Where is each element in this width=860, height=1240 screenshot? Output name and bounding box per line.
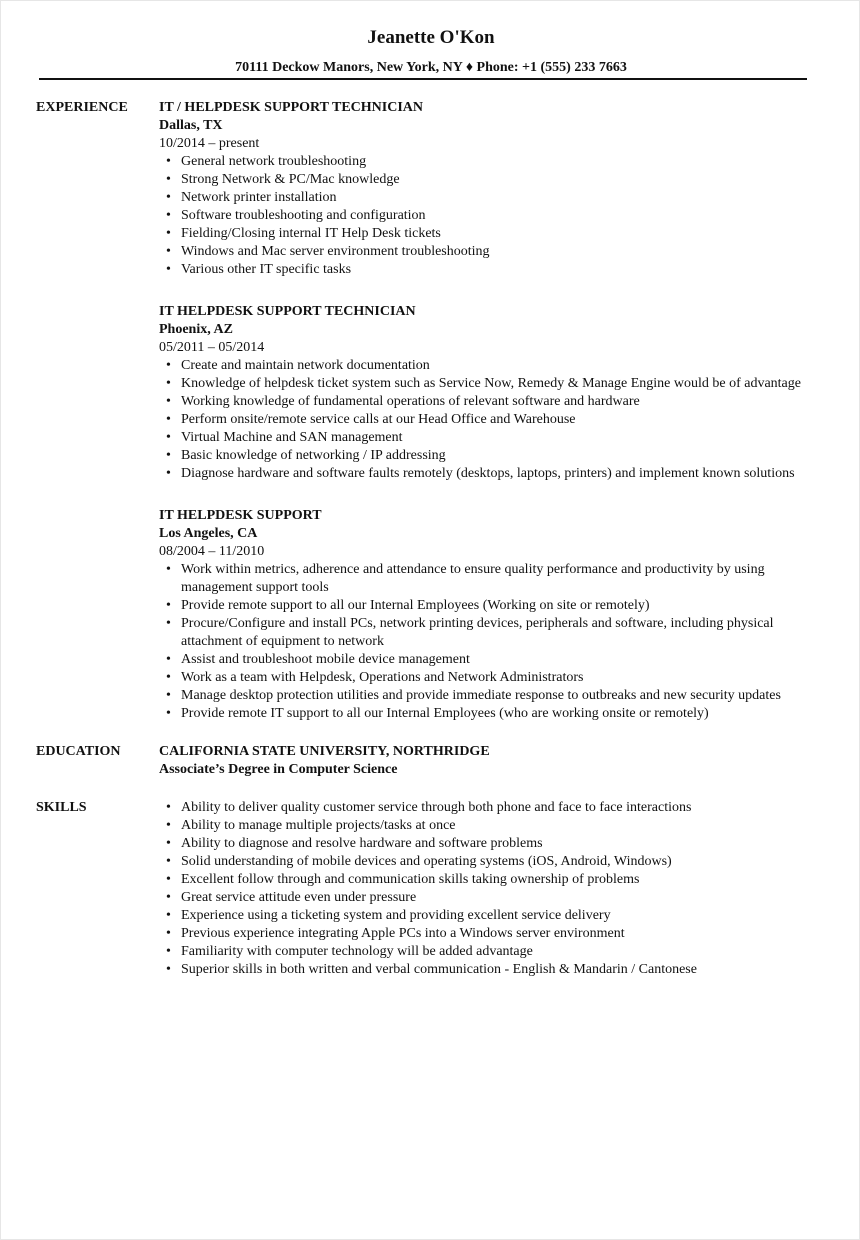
- section-label: SKILLS: [36, 800, 87, 815]
- list-item: • General network troubleshooting: [181, 153, 816, 171]
- skill-item: • Previous experience integrating Apple PCs into a Windows server environment: [181, 925, 816, 943]
- job-entry: [159, 507, 816, 723]
- job-location: Phoenix, AZ: [159, 322, 233, 337]
- list-item: • Virtual Machine and SAN management: [181, 429, 816, 447]
- skill-item: • Solid understanding of mobile devices and operating systems (iOS, Android, Windows): [181, 853, 816, 871]
- job-title: IT / HELPDESK SUPPORT TECHNICIAN: [159, 100, 424, 115]
- job-dates: 08/2004 – 11/2010: [159, 544, 265, 559]
- skills-section: [36, 799, 816, 979]
- job-title: IT HELPDESK SUPPORT TECHNICIAN: [159, 304, 416, 319]
- list-item: • Working knowledge of fundamental operations of relevant software and hardware: [181, 393, 816, 411]
- job-bullets: [159, 357, 816, 483]
- section-label: EXPERIENCE: [36, 100, 128, 115]
- list-item: • Perform onsite/remote service calls at our Head Office and Warehouse: [181, 411, 816, 429]
- list-item: • Manage desktop protection utilities and provide immediate response to outbreaks and new security updates: [181, 687, 816, 705]
- list-item: • Work within metrics, adherence and attendance to ensure quality performance and productivity by using management support tools: [181, 561, 816, 597]
- list-item: • Fielding/Closing internal IT Help Desk tickets: [181, 225, 816, 243]
- skill-item: • Ability to deliver quality customer service through both phone and face to face interactions: [181, 799, 816, 817]
- job-dates: 10/2014 – present: [159, 136, 260, 151]
- school-name: CALIFORNIA STATE UNIVERSITY, NORTHRIDGE: [159, 744, 490, 759]
- skill-item: • Ability to diagnose and resolve hardware and software problems: [181, 835, 816, 853]
- list-item: • Network printer installation: [181, 189, 816, 207]
- skill-item: • Great service attitude even under pressure: [181, 889, 816, 907]
- list-item: • Basic knowledge of networking / IP addressing: [181, 447, 816, 465]
- list-item: • Assist and troubleshoot mobile device management: [181, 651, 816, 669]
- resume-content: [36, 99, 816, 999]
- list-item: • Diagnose hardware and software faults remotely (desktops, laptops, printers) and implement known solutions: [181, 465, 816, 483]
- section-label: EDUCATION: [36, 744, 121, 759]
- list-item: • Various other IT specific tasks: [181, 261, 816, 279]
- skill-item: • Ability to manage multiple projects/tasks at once: [181, 817, 816, 835]
- list-item: • Procure/Configure and install PCs, network printing devices, peripherals and software, including physical attachment of equipment to network: [181, 615, 816, 651]
- job-title: IT HELPDESK SUPPORT: [159, 508, 322, 523]
- skill-item: • Superior skills in both written and verbal communication - English & Mandarin / Cantonese: [181, 961, 816, 979]
- skill-item: • Excellent follow through and communication skills taking ownership of problems: [181, 871, 816, 889]
- list-item: • Create and maintain network documentation: [181, 357, 816, 375]
- skill-item: • Experience using a ticketing system and providing excellent service delivery: [181, 907, 816, 925]
- skill-item: • Familiarity with computer technology will be added advantage: [181, 943, 816, 961]
- list-item: • Software troubleshooting and configuration: [181, 207, 816, 225]
- degree: Associate’s Degree in Computer Science: [159, 762, 398, 777]
- list-item: • Provide remote IT support to all our Internal Employees (who are working onsite or remotely): [181, 705, 816, 723]
- list-item: • Work as a team with Helpdesk, Operations and Network Administrators: [181, 669, 816, 687]
- list-item: • Strong Network & PC/Mac knowledge: [181, 171, 816, 189]
- header-divider: [39, 78, 807, 80]
- education-section: [36, 743, 816, 779]
- list-item: • Provide remote support to all our Internal Employees (Working on site or remotely): [181, 597, 816, 615]
- skills-list: [159, 799, 816, 979]
- list-item: • Windows and Mac server environment troubleshooting: [181, 243, 816, 261]
- job-location: Los Angeles, CA: [159, 526, 258, 541]
- job-dates: 05/2011 – 05/2014: [159, 340, 265, 355]
- experience-section: [36, 99, 816, 723]
- job-location: Dallas, TX: [159, 118, 223, 133]
- list-item: • Knowledge of helpdesk ticket system such as Service Now, Remedy & Manage Engine would be of advantage: [181, 375, 816, 393]
- job-entry: [159, 303, 816, 483]
- job-bullets: [159, 561, 816, 723]
- job-bullets: [159, 153, 816, 279]
- candidate-name: Jeanette O'Kon: [367, 27, 495, 48]
- experience-list: [159, 99, 816, 723]
- job-entry: [159, 99, 816, 279]
- contact-info: 70111 Deckow Manors, New York, NY ♦ Phone: +1 (555) 233 7663: [235, 60, 627, 75]
